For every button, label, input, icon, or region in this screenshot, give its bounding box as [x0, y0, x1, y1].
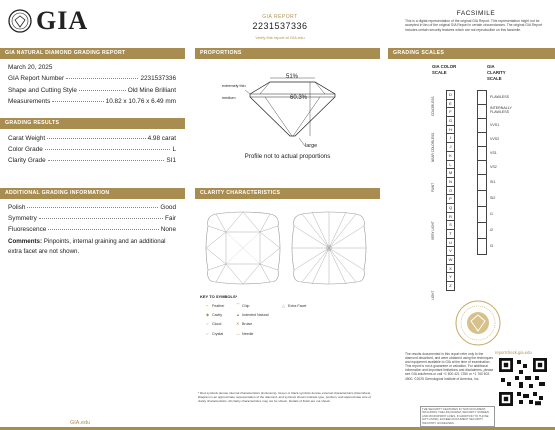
gia-seal-icon — [8, 9, 32, 33]
clarity-grade-label: FLAWLESS — [490, 95, 510, 99]
clarity-plot-crown — [204, 210, 282, 286]
key-to-symbols-title: KEY TO SYMBOLS* — [200, 294, 238, 299]
color-group-faint: FAINT — [431, 182, 435, 192]
key-feather: ⌐ Feather — [206, 303, 225, 308]
clarity-grade-label: INTERNALLY FLAWLESS — [490, 106, 512, 115]
color-grade-cell: U — [447, 239, 454, 248]
girdle-top: extremely thin — [222, 84, 246, 88]
color-scale — [446, 90, 455, 291]
color-grade-cell: T — [447, 230, 454, 239]
color-grade-cell: D — [447, 91, 454, 100]
report-row: Measurements 10.82 x 10.76 x 6.49 mm — [8, 98, 176, 105]
key-cloud: ○ Cloud — [206, 321, 222, 326]
color-grade-cell: W — [447, 256, 454, 265]
clarity-grade-label: SI2 — [490, 196, 496, 200]
gia-gold-seal-icon — [455, 300, 501, 346]
security-notice: THE SECURITY FEATURES IN THIS DOCUMENT, INCLUDING THE HOLOGRAM, SECURITY SCREEN AND MICROPRINT LINES, IN ADDITION TO THOSE NOT LISTED, EXCEED DOCUMENT SECURITY INDUSTRY GUIDELINES. — [420, 406, 495, 427]
key-bruise: ✕ Bruise — [236, 321, 253, 326]
additional-info-bar: ADDITIONAL GRADING INFORMATION — [0, 188, 185, 199]
verify-link[interactable]: Verify this report at GIA.edu — [255, 35, 305, 40]
clarity-grade-cell — [478, 207, 486, 223]
color-grade-cell: K — [447, 152, 454, 161]
color-grade-cell: G — [447, 117, 454, 126]
reportcheck-link[interactable]: reportcheck.gia.edu — [495, 350, 532, 355]
key-crystal: ○ Crystal — [206, 331, 224, 336]
culet-size: large — [305, 143, 318, 149]
color-grade-cell: Z — [447, 282, 454, 291]
clarity-grade-label: VS2 — [490, 165, 497, 169]
clarity-grade-label: SI1 — [490, 180, 496, 184]
report-section-bar: GIA NATURAL DIAMOND GRADING REPORT — [0, 48, 185, 59]
report-row: Shape and Cutting Style Old Mine Brilliant — [8, 87, 176, 94]
color-grade-cell: S — [447, 221, 454, 230]
color-grade-cell: X — [447, 265, 454, 274]
facsimile-text: This is a digital representation of the original GIA Report. This representation might not be accepted in lieu of the original GIA Report in certain circumstances. The original GIA Report includes certain security features which are not reproducible on this facsimile. — [405, 19, 543, 32]
header-report-number: 2231537336 — [252, 21, 308, 31]
clarity-grade-cell — [478, 105, 486, 119]
clarity-grade-cell — [478, 239, 486, 255]
grading-scales-bar: GRADING SCALES — [388, 48, 555, 59]
color-grade-cell: J — [447, 143, 454, 152]
color-grade-cell: I — [447, 134, 454, 143]
color-grade-cell: Q — [447, 204, 454, 213]
color-grade-cell: V — [447, 247, 454, 256]
clarity-grade-cell — [478, 223, 486, 239]
report-date: March 20, 2025 — [8, 64, 53, 71]
qr-code-icon[interactable] — [499, 358, 547, 406]
facsimile-title: FACSIMILE — [456, 10, 496, 17]
clarity-grade-label: VVS2 — [490, 137, 500, 141]
color-grade-cell: R — [447, 213, 454, 222]
clarity-grade-label: VS1 — [490, 151, 497, 155]
color-grade-cell: P — [447, 195, 454, 204]
table-percentage: 51% — [286, 74, 299, 80]
clarity-characteristics-bar: CLARITY CHARACTERISTICS — [195, 188, 380, 199]
footer-website[interactable]: GIA.edu — [70, 420, 91, 426]
depth-percentage: 60.3% — [290, 95, 308, 101]
proportions-bar: PROPORTIONS — [195, 48, 380, 59]
logo-text: GIA — [36, 6, 89, 35]
clarity-scale-title: GIA CLARITY SCALE — [487, 64, 506, 81]
carat-weight-row: Carat Weight 4.98 carat — [8, 135, 176, 142]
key-needle: — Needle — [236, 331, 254, 336]
clarity-grade-label: I2 — [490, 228, 493, 232]
profile-note: Profile not to actual proportions — [244, 153, 331, 160]
clarity-grade-cell — [478, 133, 486, 147]
polish-row: Polish Good — [8, 204, 176, 211]
color-grade-cell: Y — [447, 273, 454, 282]
comments: Comments: Pinpoints, internal graining and an additional extra facet are not shown. — [8, 238, 166, 255]
color-grade-cell: O — [447, 187, 454, 196]
clarity-grade-cell — [478, 175, 486, 191]
color-group-light: LIGHT — [431, 290, 435, 300]
color-group-colorless: COLORLESS — [431, 96, 435, 116]
clarity-grade-cell — [478, 191, 486, 207]
clarity-grade-cell — [478, 119, 486, 133]
color-group-very-light: VERY LIGHT — [431, 221, 435, 240]
clarity-grade-label: I1 — [490, 212, 493, 216]
key-chip: ⌒ Chip — [236, 303, 250, 308]
clarity-grade-cell — [478, 161, 486, 175]
color-grade-cell: N — [447, 178, 454, 187]
clarity-grade-cell — [478, 91, 486, 105]
grading-results-bar: GRADING RESULTS — [0, 118, 185, 129]
color-grade-row: Color Grade L — [8, 146, 176, 153]
clarity-plot-pavilion — [290, 210, 368, 286]
color-group-near-colorless: NEAR COLORLESS — [431, 132, 435, 162]
clarity-grade-label: VVS1 — [490, 123, 500, 127]
color-grade-cell: F — [447, 108, 454, 117]
footer-disclaimer: The results documented in this report refer only to the diamond described, and were obtained using the techniques and equipment available to GIA at the time of examination. This report is not a guarantee or valuation. For additional information and important limitations and disclaimers, please see GIA.edu/terms or call +1 800 421 7250 or +1 760 603 4500. ©2025 Gemological Institute of America, Inc. — [405, 352, 494, 381]
clarity-footnote: * Red symbols denote internal characteristics (inclusions). Green or black symbols denote external characteristics (blemishes). Diagram is an approximate representation of the diamond, and symbols shown indicate type, position, and approximate size of clarity characteristics. All clarity characteristics may not be shown. Details of finish are not shown. — [198, 391, 372, 403]
report-label: GIA REPORT — [262, 14, 298, 20]
key-extra-facet: △ Extra Facet — [282, 303, 307, 308]
key-indented-natural: ▲ Indented Natural — [236, 312, 269, 317]
clarity-grade-label: I3 — [490, 244, 493, 248]
color-scale-title: GIA COLOR SCALE — [432, 64, 457, 75]
color-grade-cell: M — [447, 169, 454, 178]
symmetry-row: Symmetry Fair — [8, 215, 176, 222]
clarity-grade-row: Clarity Grade SI1 — [8, 157, 176, 164]
color-grade-cell: E — [447, 100, 454, 109]
girdle-bottom: medium — [222, 96, 236, 100]
color-grade-cell: L — [447, 161, 454, 170]
gia-logo — [8, 6, 88, 36]
report-row: GIA Report Number 2231537336 — [8, 75, 176, 82]
key-cavity: ◆ Cavity — [206, 312, 222, 317]
fluorescence-row: Fluorescence None — [8, 226, 176, 233]
clarity-scale — [477, 90, 487, 255]
clarity-grade-cell — [478, 147, 486, 161]
color-grade-cell: H — [447, 126, 454, 135]
